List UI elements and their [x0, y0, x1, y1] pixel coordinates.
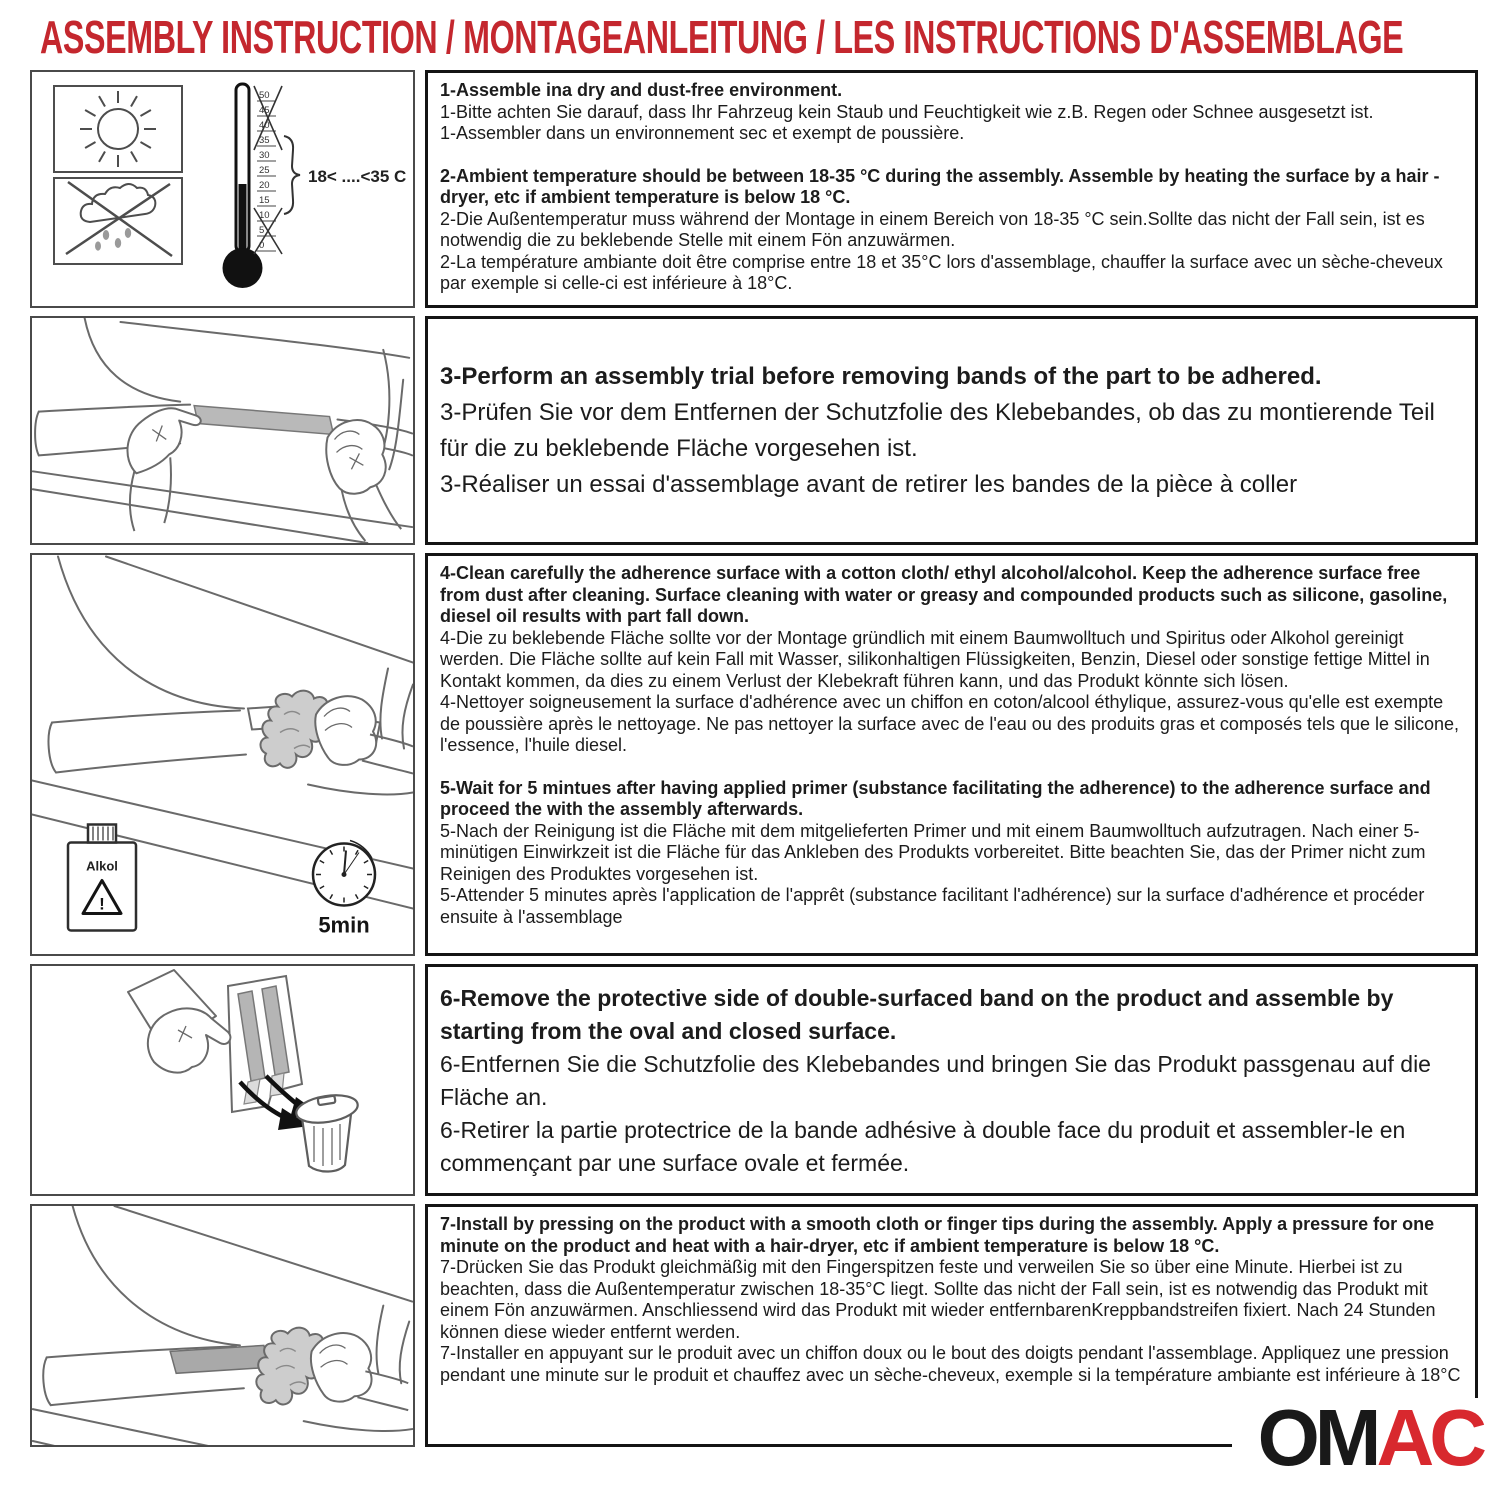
omac-logo [1232, 1393, 1486, 1484]
thermometer-tick: 15 [259, 195, 270, 206]
illustration-environment-temperature [30, 70, 415, 308]
range-brace [284, 136, 300, 214]
step5-text-de: 5-Nach der Reinigung ist die Fläche mit dem mitgelieferten Primer und mit einem Baumwolltuch aufzutragen. Nach einer 5-minütigen Einwirkzeit ist die Fläche für das Ankleben des Produkts vorbereitet. Bitte beachten Sie, das der Primer nicht zum Reinigen des Produktes vorgesehen ist. [440, 820, 1426, 884]
step3-text-en: 3-Perform an assembly trial before removing bands of the part to be adhered. [440, 363, 1322, 390]
clock-icon [313, 841, 375, 938]
no-rain-icon [66, 182, 172, 256]
left-hand-sketch [127, 408, 200, 531]
thermometer-tick: 35 [259, 135, 270, 146]
thermometer-tick: 45 [259, 105, 270, 116]
thermometer-tick: 25 [259, 165, 270, 176]
wait-time-label: 5min [318, 912, 370, 938]
step4-text-fr: 4-Nettoyer soigneusement la surface d'adhérence avec un chiffon en coton/alcool éthylique, assurez-vous qu'elle est exempte de poussière après le nettoyage. Ne pas nettoyer la surface avec de l'eau ou des produits gras et composés tels que le silicone, l'essence, l'huile diesel. [440, 692, 1460, 755]
no-rain-box [54, 178, 182, 264]
assembly-trial-sketch [32, 318, 413, 543]
illustration-press-install [30, 1204, 415, 1447]
step6-text-fr: 6-Retirer la partie protectrice de la bande adhésive à double face du produit et assembler-le en commençant par une surface ovale et fermée. [440, 1116, 1406, 1176]
step5-text-en: 5-Wait for 5 mintues after having applied primer (substance facilitating the adherence) to the adherence surface and proceed the with the assembly afterwards. [440, 777, 1431, 819]
pressing-hand-sketch [311, 1333, 408, 1410]
trim-strip [194, 406, 333, 435]
illustration-remove-band [30, 964, 415, 1196]
step2-text-fr: 2-La température ambiante doit être comprise entre 18 et 35°C lors d'assemblage, chauffer la surface avec un sèche-cheveux par exemple si celle-ci est inférieure à 18°C. [440, 251, 1443, 293]
peeling-hand-sketch [148, 1008, 231, 1072]
thermometer-tick: 10 [259, 210, 270, 221]
step7-text-de: 7-Drücken Sie das Produkt gleichmäßig mit den Fingerspitzen feste und verweilen Sie so über eine Minute. Hierbei ist zu beachten, dass die Außentemperatur zwischen 18-35°C liegt. Sollte das nicht der Fall sein, ist es notwendig das Produkt mit einem Fön anzuwärmen. Anschliessend wird das Produkt mit wieder entfernbarenKreppbandstreifen fixiert. Nach 24 Stunden können diese wieder entfernt werden. [440, 1257, 1436, 1342]
step3-text-fr: 3-Réaliser un essai d'assemblage avant de retirer les bandes de la pièce à coller [440, 471, 1298, 498]
step2-text-en: 2-Ambient temperature should be between 18-35 °C during the assembly. Assemble by heating the surface by a hair -dryer, etc if ambient temperature is below 18 °C. [440, 165, 1440, 207]
step1-text-fr: 1-Assembler dans un environnement sec et exempt de poussière. [440, 123, 965, 143]
illustration-assembly-trial [30, 316, 415, 545]
clean-surface-sketch [32, 555, 413, 954]
step7-text-fr: 7-Installer en appuyant sur le produit avec un chiffon doux ou le bout des doigts pendant l'assemblage. Appliquez une pression pendant une minute sur le produit et chauffez avec un sèche-cheveux, exemple si la température ambiante est inférieure à 18°C [440, 1343, 1461, 1385]
thermometer-tick: 20 [259, 180, 270, 191]
cleaning-hand-sketch [315, 696, 413, 773]
step4-text-en: 4-Clean carefully the adherence surface with a cotton cloth/ ethyl alcohol/alcohol. Keep the adherence surface free from dust after cleaning. Surface cleaning with water or greasy and compounded products such as silicone, gasoline, diesel oil results with part fall down. [440, 563, 1448, 626]
thermometer-icon [223, 84, 407, 288]
section-row-2 [30, 316, 1478, 545]
section-1-instructions [425, 70, 1478, 308]
environment-conditions-sketch [32, 72, 413, 306]
section-4-instructions [425, 964, 1478, 1196]
bottle-label: Alkol [86, 858, 118, 874]
section-row-4 [30, 964, 1478, 1196]
step7-text-en: 7-Install by pressing on the product with a smooth cloth or finger tips during the assembly. Apply a pressure for one minute on the product and heat with a hair-dryer, etc if ambient temperature is below 18 °C. [440, 1214, 1435, 1256]
omac-logo-red-part: AC [1376, 1393, 1482, 1482]
step2-text-de: 2-Die Außentemperatur muss während der Montage in einem Bereich von 18-35 °C sein.Sollte das nicht der Fall sein, ist es notwendig die zu beklebende Stelle mit einem Fön anzuwärmen. [440, 208, 1425, 250]
section-row-1 [30, 70, 1478, 308]
page-title: ASSEMBLY INSTRUCTION / MONTAGEANLEITUNG / LES INSTRUCTIONS D'ASSEMBLAGE [40, 11, 1404, 63]
step5-text-fr: 5-Attender 5 minutes après l'application de l'apprêt (substance facilitant l'adhérence) sur la surface d'adhérence et procéder ensuite à l'assemblage [440, 885, 1425, 927]
section-3-instructions [425, 553, 1478, 956]
sun-icon [80, 91, 156, 167]
alcohol-bottle-icon [68, 825, 136, 931]
press-install-sketch [32, 1206, 413, 1445]
step6-text-en: 6-Remove the protective side of double-surfaced band on the product and assemble by starting from the oval and closed surface. [440, 984, 1394, 1044]
remove-band-sketch [32, 966, 413, 1194]
thermometer-tick: 5 [259, 225, 265, 236]
step6-text-de: 6-Entfernen Sie die Schutzfolie des Klebebandes und bringen Sie das Produkt passgenau auf die Fläche an. [440, 1050, 1431, 1110]
trash-can-icon [294, 1091, 359, 1171]
illustration-clean-surface [30, 553, 415, 956]
step4-text-de: 4-Die zu beklebende Fläche sollte vor der Montage gründlich mit einem Baumwolltuch und Spiritus oder Alkohol gereinigt werden. Die Fläche sollte auf kein Fall mit Wasser, silikonhaltigen Flüssigkeiten, Benzin, Diesel oder sonstige fettige Mittel in Kontakt kommen, da dies zu einem Verlust der Klebekraft führen kann, und das Produkt könnte sich lösen. [440, 627, 1430, 691]
temp-range-label: 18< ....<35 C [308, 167, 407, 186]
section-row-3 [30, 553, 1478, 956]
thermometer-tick: 30 [259, 150, 270, 161]
thermometer-tick: 50 [259, 90, 270, 101]
thermometer-tick: 40 [259, 120, 270, 131]
thermometer-tick: 0 [259, 240, 265, 251]
step1-text-en: 1-Assemble ina dry and dust-free environment. [440, 80, 843, 100]
warning-mark: ! [99, 894, 105, 914]
car-door-sill-sketch [33, 1206, 412, 1445]
step3-text-de: 3-Prüfen Sie vor dem Entfernen der Schutzfolie des Klebebandes, ob das zu montierende Teil für die zu beklebende Fläche vorgesehen ist. [440, 399, 1435, 462]
omac-logo-black-part: OM [1257, 1393, 1377, 1482]
step1-text-de: 1-Bitte achten Sie darauf, dass Ihr Fahrzeug kein Staub und Feuchtigkeit wie z.B. Regen oder Schnee ausgesetzt ist. [440, 101, 1374, 122]
section-2-instructions [425, 316, 1478, 545]
installed-trim-strip [170, 1345, 270, 1373]
